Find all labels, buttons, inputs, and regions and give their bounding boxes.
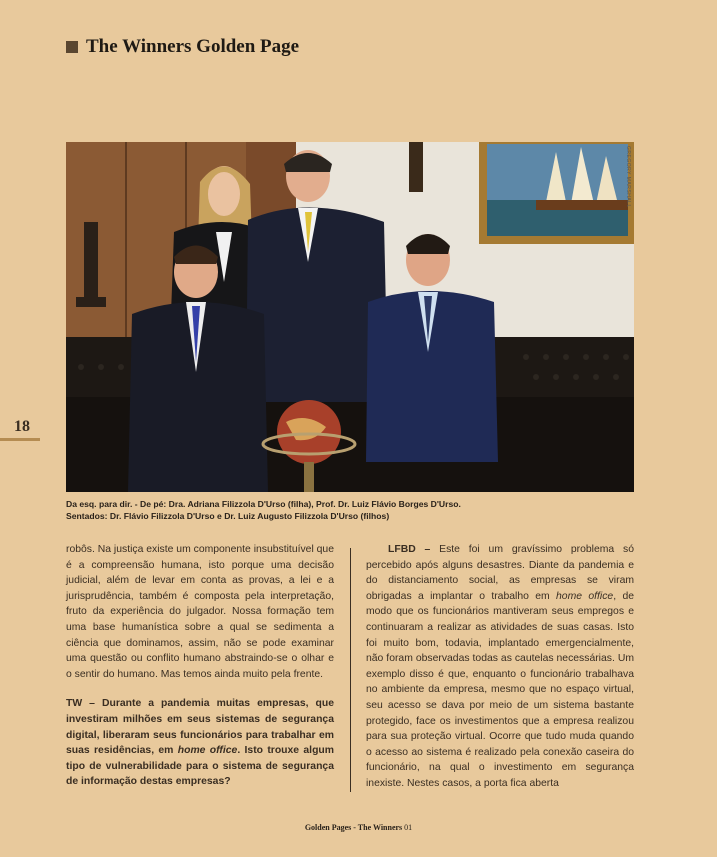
page-number-rule <box>0 438 40 441</box>
footer-issue: 01 <box>404 823 413 832</box>
question-text-start: TW – Durante a pandemia muitas empresas, que investiram milhões em seus sistemas de segurança digital, liberaram seus funcionários para trabalhar em suas residências, em <box>66 698 334 757</box>
question-emphasis: home office <box>177 745 238 757</box>
caption-line-1: Da esq. para dir. - De pé: Dra. Adriana Filizzola D'Urso (filha), Prof. Dr. Luiz Flávio Borges D'Urso. <box>66 499 461 509</box>
answer-text-start: Este foi um gravíssimo problema só percebido após alguns desastres. Diante da pandemia e do distanciamento social, as empresas se viram obrigadas a implantar o trabalho em <box>366 544 634 602</box>
interview-question <box>66 696 334 790</box>
left-paragraph-1: robôs. Na justiça existe um componente insubstituível que é a compreensão humana, isto porque uma decisão judicial, além de levar em conta as provas, a lei e a jurisprudência, também é composta pela interpretação, fruto da experiência do julgador. Nossa formação tem uma base humanística sobre a qual se sedimenta a ciência que dominamos, assim, não se pode examinar uma questão ou conflito humano abstraindo-se o olhar e o sentir do humano. Mas temos ainda muito pela frente. <box>66 544 334 680</box>
photo-illustration <box>66 142 634 492</box>
interview-answer <box>366 542 634 792</box>
group-photo <box>66 142 634 492</box>
answer-emphasis: home office <box>556 590 614 602</box>
photo-credit: GREGORY MARSHALL <box>625 146 631 208</box>
header-square-bullet <box>66 41 78 53</box>
page-header <box>66 36 299 58</box>
page-number: 18 <box>14 418 30 435</box>
photo-caption <box>66 499 634 522</box>
footer-text: Golden Pages - The Winners <box>304 823 405 832</box>
left-column <box>66 542 334 804</box>
answer-text-end: , de modo que os funcionários mantiveram seus empregos e continuaram a realizar as atividades de suas casas. Isto foi muito bom, todavia, implantado emergencialmente, não foram observadas todas as cautelas necessárias. Um exemplo disso é que, enquanto o funcionário trabalhava no ambiente da empresa, mesmo que no espaço virtual, seu acesso se dava por meio de um sistema bastante protegido, face os investimentos que a empresa realizou para sua proteção virtual. Ocorre que tudo muda quando o acesso ao sistema é realizado pela conexão caseira do funcionário, na qual o investimento em segurança inexiste. Nestes casos, a porta fica aberta <box>366 590 634 789</box>
page-footer <box>0 823 717 832</box>
speaker-tag: LFBD – <box>388 544 431 555</box>
page-title: The Winners Golden Page <box>86 36 300 57</box>
question-text-end: . Isto trouxe algum tipo de vulnerabilidade para o sistema de segurança de informação destas empresas? <box>66 745 334 788</box>
column-divider <box>350 548 351 792</box>
right-column <box>366 542 634 806</box>
caption-line-2: Sentados: Dr. Flávio Filizzola D'Urso e Dr. Luiz Augusto Filizzola D'Urso (filhos) <box>66 510 390 521</box>
